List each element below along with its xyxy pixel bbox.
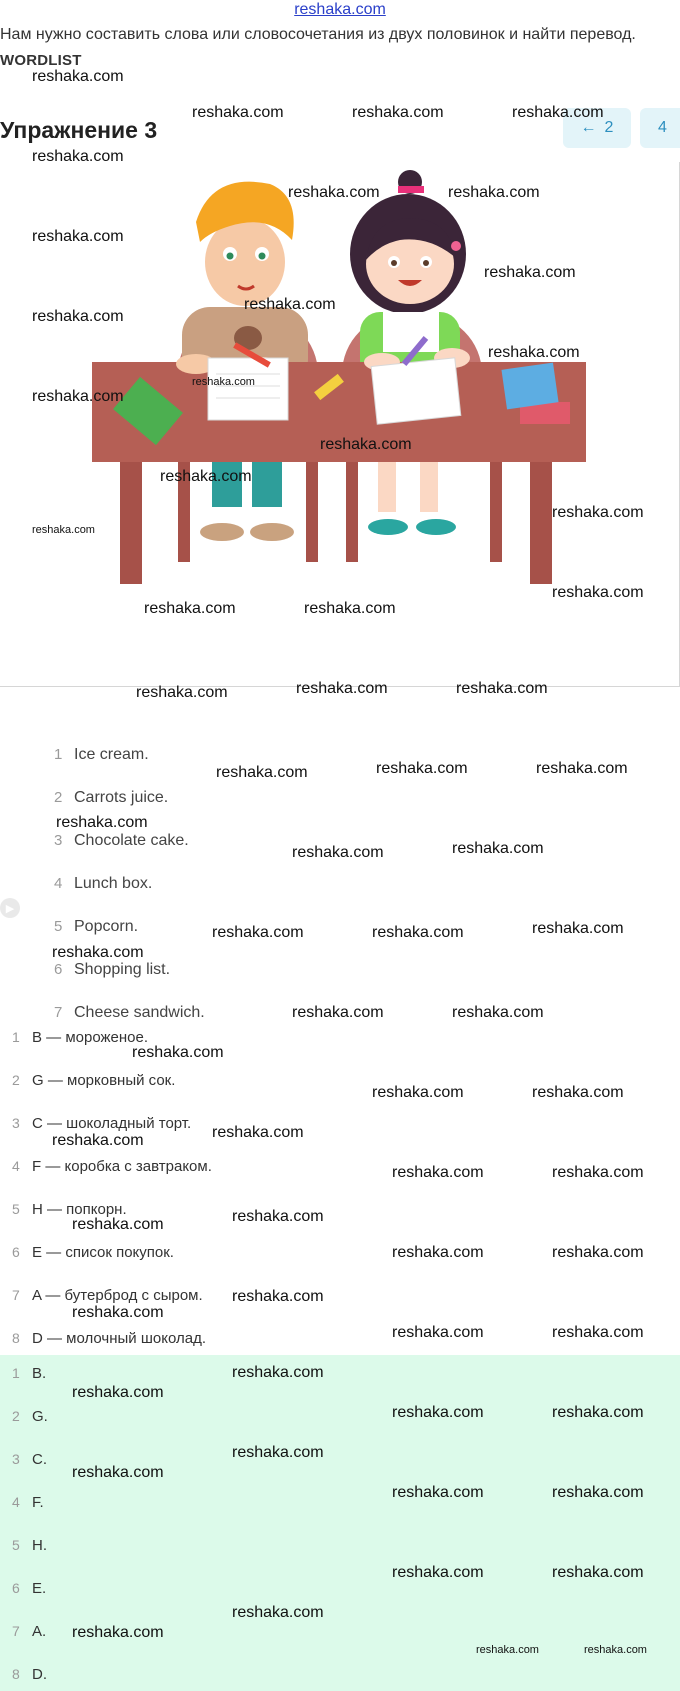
watermark: reshaka.com (192, 104, 284, 121)
watermark: reshaka.com (320, 436, 412, 453)
watermark: reshaka.com (160, 468, 252, 485)
watermark: reshaka.com (244, 296, 336, 313)
watermark: reshaka.com (532, 920, 624, 937)
watermark: reshaka.com (288, 184, 380, 201)
list-item: 5 H. (12, 1537, 47, 1554)
watermark: reshaka.com (132, 1044, 224, 1061)
watermark: reshaka.com (392, 1324, 484, 1341)
watermark: reshaka.com (532, 1084, 624, 1101)
list-item: 1 B. (12, 1365, 47, 1382)
list-item: 8 D — молочный шоколад. (12, 1330, 206, 1347)
list-item: 6 E — список покупок. (12, 1244, 174, 1261)
list-item: 1 Ice cream. (54, 746, 149, 763)
list-item: 3 C — шоколадный торт. (12, 1115, 192, 1132)
watermark: reshaka.com (456, 680, 548, 697)
watermark: reshaka.com (32, 388, 124, 405)
watermark: reshaka.com (392, 1244, 484, 1261)
exercise-title: Упражнение 3 (0, 117, 158, 143)
watermark: reshaka.com (212, 924, 304, 941)
list-item: 1 B — мороженое. (12, 1029, 149, 1046)
watermark: reshaka.com (292, 1004, 384, 1021)
watermark: reshaka.com (292, 844, 384, 861)
list-item: 7 A — бутерброд с сыром. (12, 1287, 203, 1304)
prev-exercise-label: 2 (604, 119, 614, 136)
watermark: reshaka.com (448, 184, 540, 201)
watermark: reshaka.com (392, 1564, 484, 1581)
watermark: reshaka.com (72, 1624, 164, 1641)
next-exercise-button[interactable] (640, 108, 680, 148)
watermark: reshaka.com (56, 814, 148, 831)
watermark: reshaka.com (32, 524, 95, 536)
watermark: reshaka.com (552, 1564, 644, 1581)
watermark: reshaka.com (552, 504, 644, 521)
list-item: 3 Chocolate cake. (54, 832, 189, 849)
watermark: reshaka.com (232, 1288, 324, 1305)
play-icon[interactable]: ▶ (0, 898, 20, 918)
watermark: reshaka.com (212, 1124, 304, 1141)
watermark: reshaka.com (376, 760, 468, 777)
watermark: reshaka.com (32, 68, 124, 85)
watermark: reshaka.com (52, 944, 144, 961)
list-item: 5 Popcorn. (54, 918, 139, 935)
watermark: reshaka.com (372, 1084, 464, 1101)
watermark: reshaka.com (216, 764, 308, 781)
list-item: 4 Lunch box. (54, 875, 153, 892)
watermark: reshaka.com (304, 600, 396, 617)
watermark: reshaka.com (32, 228, 124, 245)
watermark: reshaka.com (452, 1004, 544, 1021)
watermark: reshaka.com (72, 1216, 164, 1233)
watermark: reshaka.com (392, 1404, 484, 1421)
watermark: reshaka.com (512, 104, 604, 121)
watermark: reshaka.com (584, 1644, 647, 1656)
watermark: reshaka.com (552, 1484, 644, 1501)
watermark: reshaka.com (484, 264, 576, 281)
watermark: reshaka.com (392, 1484, 484, 1501)
list-item: 3 C. (12, 1451, 47, 1468)
watermark: reshaka.com (296, 680, 388, 697)
watermark: reshaka.com (552, 1324, 644, 1341)
watermark: reshaka.com (232, 1444, 324, 1461)
watermark: reshaka.com (32, 148, 124, 165)
watermark: reshaka.com (552, 1404, 644, 1421)
list-item: 2 G — морковный сок. (12, 1072, 176, 1089)
watermark: reshaka.com (52, 1132, 144, 1149)
list-item: 4 F — коробка с завтраком. (12, 1158, 212, 1175)
watermark: reshaka.com (476, 1644, 539, 1656)
watermark: reshaka.com (72, 1384, 164, 1401)
watermark: reshaka.com (552, 1164, 644, 1181)
watermark: reshaka.com (232, 1208, 324, 1225)
watermark: reshaka.com (392, 1164, 484, 1181)
watermark: reshaka.com (452, 840, 544, 857)
watermark: reshaka.com (552, 1244, 644, 1261)
next-exercise-label: 4 (658, 119, 667, 136)
watermark: reshaka.com (32, 308, 124, 325)
watermark: reshaka.com (552, 584, 644, 601)
watermark: reshaka.com (232, 1604, 324, 1621)
watermark: reshaka.com (144, 600, 236, 617)
watermark: reshaka.com (536, 760, 628, 777)
list-item: 4 F. (12, 1494, 44, 1511)
watermark: reshaka.com (136, 684, 228, 701)
watermark: reshaka.com (372, 924, 464, 941)
list-item: 6 Shopping list. (54, 961, 171, 978)
watermark: reshaka.com (352, 104, 444, 121)
watermark: reshaka.com (72, 1464, 164, 1481)
watermark: reshaka.com (232, 1364, 324, 1381)
list-item: 2 Carrots juice. (54, 789, 169, 806)
list-item: 2 G. (12, 1408, 48, 1425)
list-item: 7 A. (12, 1623, 47, 1640)
list-item: 6 E. (12, 1580, 47, 1597)
watermark: reshaka.com (488, 344, 580, 361)
watermark: reshaka.com (192, 376, 255, 388)
list-item: 5 H — попкорн. (12, 1201, 127, 1218)
watermark: reshaka.com (72, 1304, 164, 1321)
task-description: Нам нужно составить слова или словосочетания из двух половинок и найти перевод. (0, 26, 636, 43)
site-link[interactable]: reshaka.com (294, 1, 386, 18)
list-item: 8 D. (12, 1666, 47, 1683)
section-label: WORDLIST (0, 52, 82, 69)
list-item: 7 Cheese sandwich. (54, 1004, 205, 1021)
arrow-left-icon: ← (580, 119, 597, 136)
